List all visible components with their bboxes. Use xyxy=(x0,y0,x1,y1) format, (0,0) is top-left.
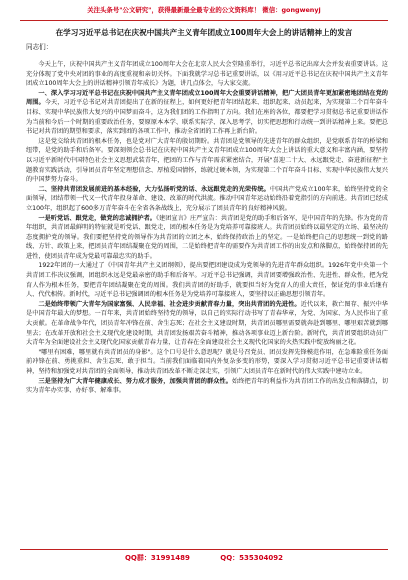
promo-banner: 关注头条号"公文研究"，获得最新最全最专业的公文资料库！ 微信：gongwenyj xyxy=(87,6,321,14)
paragraph xyxy=(26,348,388,377)
header-divider xyxy=(20,20,388,21)
paragraph-text: 今天，习近平总书记对共青团提出了在新的征程上，如何更好把青年团结起来、组织起来、动员起来，为实现第二个百年奋斗目标、实现中华民族伟大复兴的中国梦而奋斗，这为我们团的工作指明了方向。我们在座的各位，都要把学习贯彻总书记重要讲话作为当前和今后一个时期的重要政治任务，要原原本本学、联系实际学、深入思考学，切实把思想和行动统一到讲话精神上来。要把总书记对共青团的期望和要求，落实到团的各项工作中，推动全省团的工作再上新台阶。 xyxy=(26,99,388,136)
paragraph-text: 近代以来，救亡图存、振兴中华是中国青年最大的梦想。一百年来，共青团始终坚持党的领导，以自己的实际行动书写了青春华章，为党、为国家、为人民作出了重大贡献。在革命战争年代，团员青年冲锋在前、舍生忘死；在社会主义建设时期，共青团员哪里需要就奔赴到哪里、哪里艰苦就到哪里去；在改革开放和社会主义现代化建设时期，共青团发扬艰苦奋斗精神，推动各项事业迈上新台阶。新时代，共青团要组织动员广大青年为全面建设社会主义现代化国家贡献青春力量，让青春在全面建设社会主义现代化国家的火热实践中绽放绚丽之花。 xyxy=(26,300,388,347)
paragraph xyxy=(26,300,388,348)
section-heading: 二、坚持共青团发展前进的基本经验，大力弘扬听党的话、永远跟党走的光荣传统。 xyxy=(38,185,270,193)
paragraph xyxy=(26,60,388,89)
paragraph-text: "哪里有困难，哪里就有共青团员的身影"。这个口号是什么意思呢？就是号召党员、团员发挥先锋模范作用，在急难险重任务面前冲锋在前、勇挑重担、舍生忘死、敢于担当。当前我们面临着国内外复杂多变的形势，要深入学习贯彻习近平总书记重要讲话精神，坚持和加强党对共青团的全面领导，推动共青团改革不断走深走实，引领广大团员青年在新时代的伟大实践中建功立业。 xyxy=(26,348,388,375)
paragraph-text: 1922年团的一大通过了《中国青年共产主义团纲领》，提出要把团建设成为党领导的先进青年群众组织。1926年党中央第一个共青团工作决议强调，团组织永远是党最亲密的助手和后备军。习近平总书记强调，共青团要增强政治性、先进性、群众性，把为党育人作为根本任务，要把青年团结凝聚在党的周围。我们共青团的好助手，就要担当好为党育人的重大责任，保证党的事业后继有人、代代相传。新时代，习近平总书记强调团的根本任务是为党培养可靠接班人，要坚持以正确思想引领青年。 xyxy=(26,262,388,299)
sub-heading: 一是听党话、跟党走，做党的忠诚拥护者。 xyxy=(38,214,156,222)
paragraph xyxy=(26,377,388,396)
qq-contact-text: QQ：535304092 xyxy=(220,554,284,562)
section-heading: 一、深入学习习近平总书记在庆祝中国共产主义青年团成立100周年大会重要讲话精神，把广大团员青年更加紧密地团结在党的周围。 xyxy=(26,89,388,107)
footer xyxy=(0,553,408,563)
paragraph xyxy=(26,89,388,137)
qq-group-text: QQ群：31991489 xyxy=(124,554,190,562)
sub-heading: 三是坚持为广大青年健康成长、努力成才服务，加强共青团的群众性。 xyxy=(38,377,232,385)
footer-divider xyxy=(20,549,388,550)
paragraph-text: 中国共产党成立100年来，始终坚持党的全面领导，团结带领一代又一代青年投身革命、建设、改革的时代洪流。推动中国青年运动始终沿着党指引的方向前进。共青团已经成立100年，组织起了600多万青年奋斗在全省各条战线上，充分展示了团员青年的良好精神风貌。 xyxy=(26,185,388,212)
paragraph xyxy=(26,214,388,262)
paragraph xyxy=(26,137,388,185)
paragraph-text: 始终把青年的利益作为共青团工作的出发点和落脚点，切实为青年办实事、办好事、解难事。 xyxy=(26,377,388,395)
paragraph-text: 这是党交给共青团的根本任务，也是党对广大青年的殷切期盼。共青团是党领导的先进青年的群众组织，是党联系青年的桥梁和纽带，是党的助手和后备军。要深刻领会总书记在庆祝中国共产主义青年团成立100周年大会上讲话的重大意义和丰富内涵，要坚持以习近平新时代中国特色社会主义思想武装青年，把团的工作与青年需求紧密结合，开展"喜迎二十大、永远跟党走、奋进新征程"主题教育实践活动，引导团员青年坚定理想信念、厚植爱国情怀，练就过硬本领，为实现第二个百年奋斗目标、实现中华民族伟大复兴的中国梦努力奋斗。 xyxy=(26,137,388,184)
paragraph xyxy=(26,261,388,299)
paragraph-text: 《建团宣言》庄严宣告：共青团是党的助手和后备军，是中国青年的先锋。作为党的青年组织，共青团最鲜明的特征就是听党话、跟党走，团的根本任务是为党培养可靠接班人。共青团员始终以最坚定的立场、最坚决的态度拥护党的领导。我们要把坚持党的领导作为共青团的立团之本，始终保持政治上的坚定。一是始终把自己的思想统一到党的路线、方针、政策上来，把团员青年团结凝聚在党的周围，二是始终把青年的需要作为共青团工作的出发点和落脚点，始终保持团的先进性，使团员青年成为党最可靠最忠实的助手。 xyxy=(26,214,388,260)
paragraph-text: 今天上午，庆祝中国共产主义青年团成立100周年大会在北京人民大会堂隆重举行，习近平总书记出席大会并发表重要讲话。这充分体现了党中央对团的事业的高度重视和亲切关怀。下面我就学习总书记重要讲话，以《用习近平总书记在庆祝中国共产主义青年团成立100周年大会上的讲话精神引领青年成长》为题，讲几点体会，与大家交流。 xyxy=(26,61,388,88)
document-title: 在学习习近平总书记在庆祝中国共产主义青年团成立100周年大会上的讲话精神上的发言 xyxy=(55,28,353,37)
document-body xyxy=(26,60,388,546)
paragraph xyxy=(26,185,388,214)
greeting: 同志们： xyxy=(26,43,53,51)
sub-heading: 二是始终带领广大青年为国家富强、人民幸福、社会进步贡献青春力量，突出共青团的先进性。 xyxy=(38,300,301,308)
